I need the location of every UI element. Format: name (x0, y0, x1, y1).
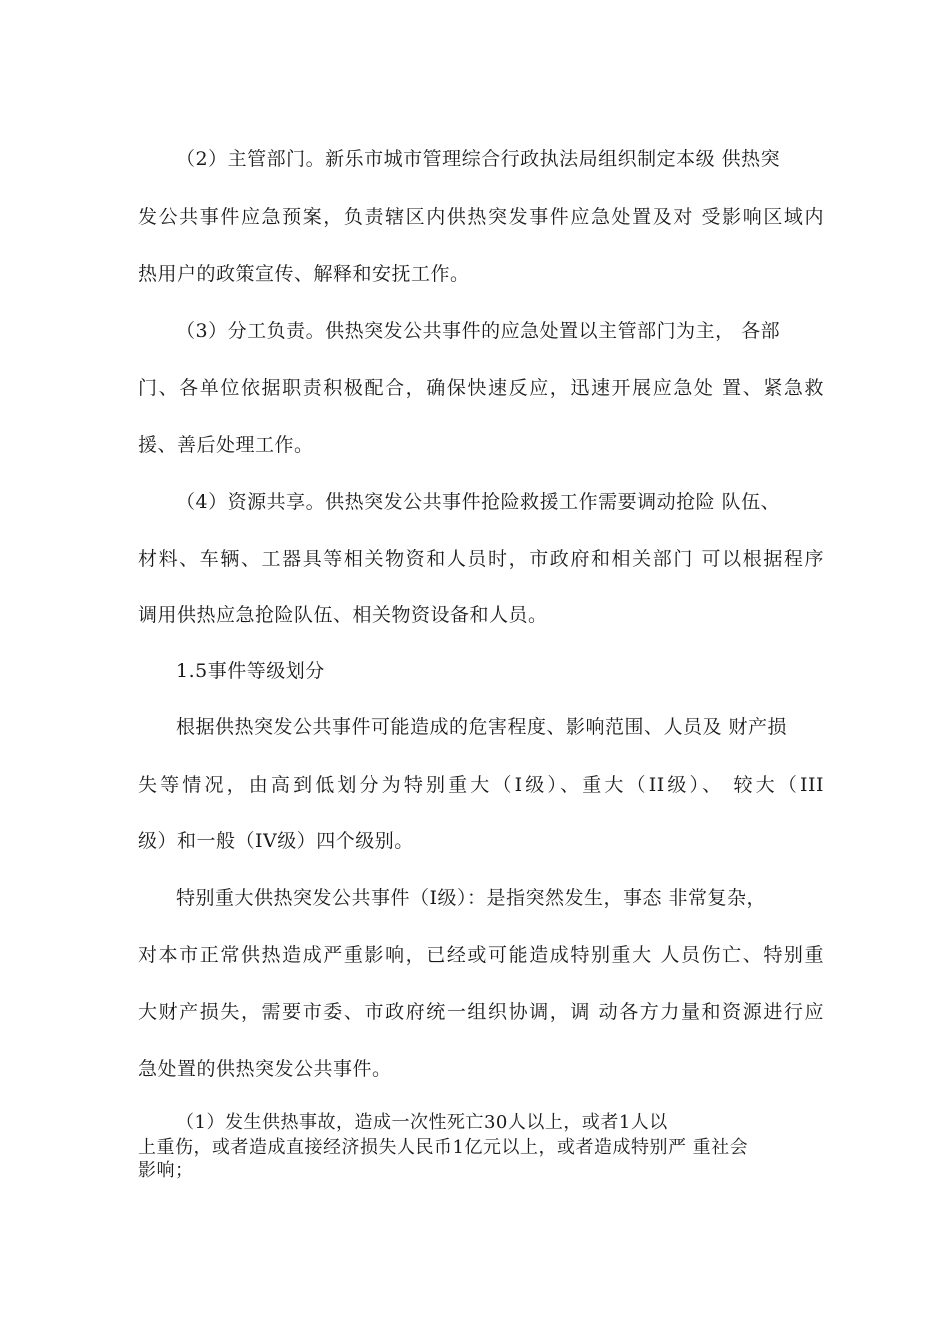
paragraph-5-line-3: 大财产损失，需要市委、市政府统一组织协调，调 动各方力量和资源进行应 (138, 1001, 824, 1023)
paragraph-5-line-2: 对本市正常供热造成严重影响，已经或可能造成特别重大 人员伤亡、特别重 (138, 944, 824, 966)
paragraph-2-line-3: 援、善后处理工作。 (138, 434, 314, 456)
paragraph-5-line-4: 急处置的供热突发公共事件。 (138, 1058, 392, 1080)
paragraph-2-line-1: （3）分工负责。供热突发公共事件的应急处置以主管部门为主， 各部 (176, 320, 781, 342)
paragraph-2-line-2: 门、各单位依据职责积极配合，确保快速反应，迅速开展应急处 置、紧急救 (138, 377, 824, 399)
paragraph-1-line-1: （2）主管部门。新乐市城市管理综合行政执法局组织制定本级 供热突 (176, 148, 781, 170)
list-item-1-line-1: （1）发生供热事故，造成一次性死亡30人以上，或者1人以 (176, 1112, 668, 1133)
paragraph-3-line-1: （4）资源共享。供热突发公共事件抢险救援工作需要调动抢险 队伍、 (176, 491, 781, 513)
paragraph-4-line-2: 失等情况，由高到低划分为特别重大（Ⅰ级）、重大（II级）、 较大（III (138, 774, 824, 796)
paragraph-3-line-3: 调用供热应急抢险队伍、相关物资设备和人员。 (138, 604, 548, 626)
paragraph-4-line-1: 根据供热突发公共事件可能造成的危害程度、影响范围、人员及 财产损 (176, 716, 788, 738)
list-item-1-line-2: 上重伤，或者造成直接经济损失人民币1亿元以上，或者造成特别严 重社会 (138, 1137, 749, 1158)
section-heading: 1.5事件等级划分 (176, 660, 325, 682)
paragraph-1-line-3: 热用户的政策宣传、解释和安抚工作。 (138, 263, 470, 285)
paragraph-5-line-1: 特别重大供热突发公共事件（Ⅰ级）：是指突然发生，事态 非常复杂， (176, 887, 767, 909)
paragraph-3-line-2: 材料、车辆、工器具等相关物资和人员时，市政府和相关部门 可以根据程序 (138, 548, 824, 570)
paragraph-4-line-3: 级）和一般（IV级）四个级别。 (138, 830, 414, 852)
paragraph-1-line-2: 发公共事件应急预案，负责辖区内供热突发事件应急处置及对 受影响区域内 (138, 206, 824, 228)
list-item-1-line-3: 影响； (138, 1160, 194, 1181)
